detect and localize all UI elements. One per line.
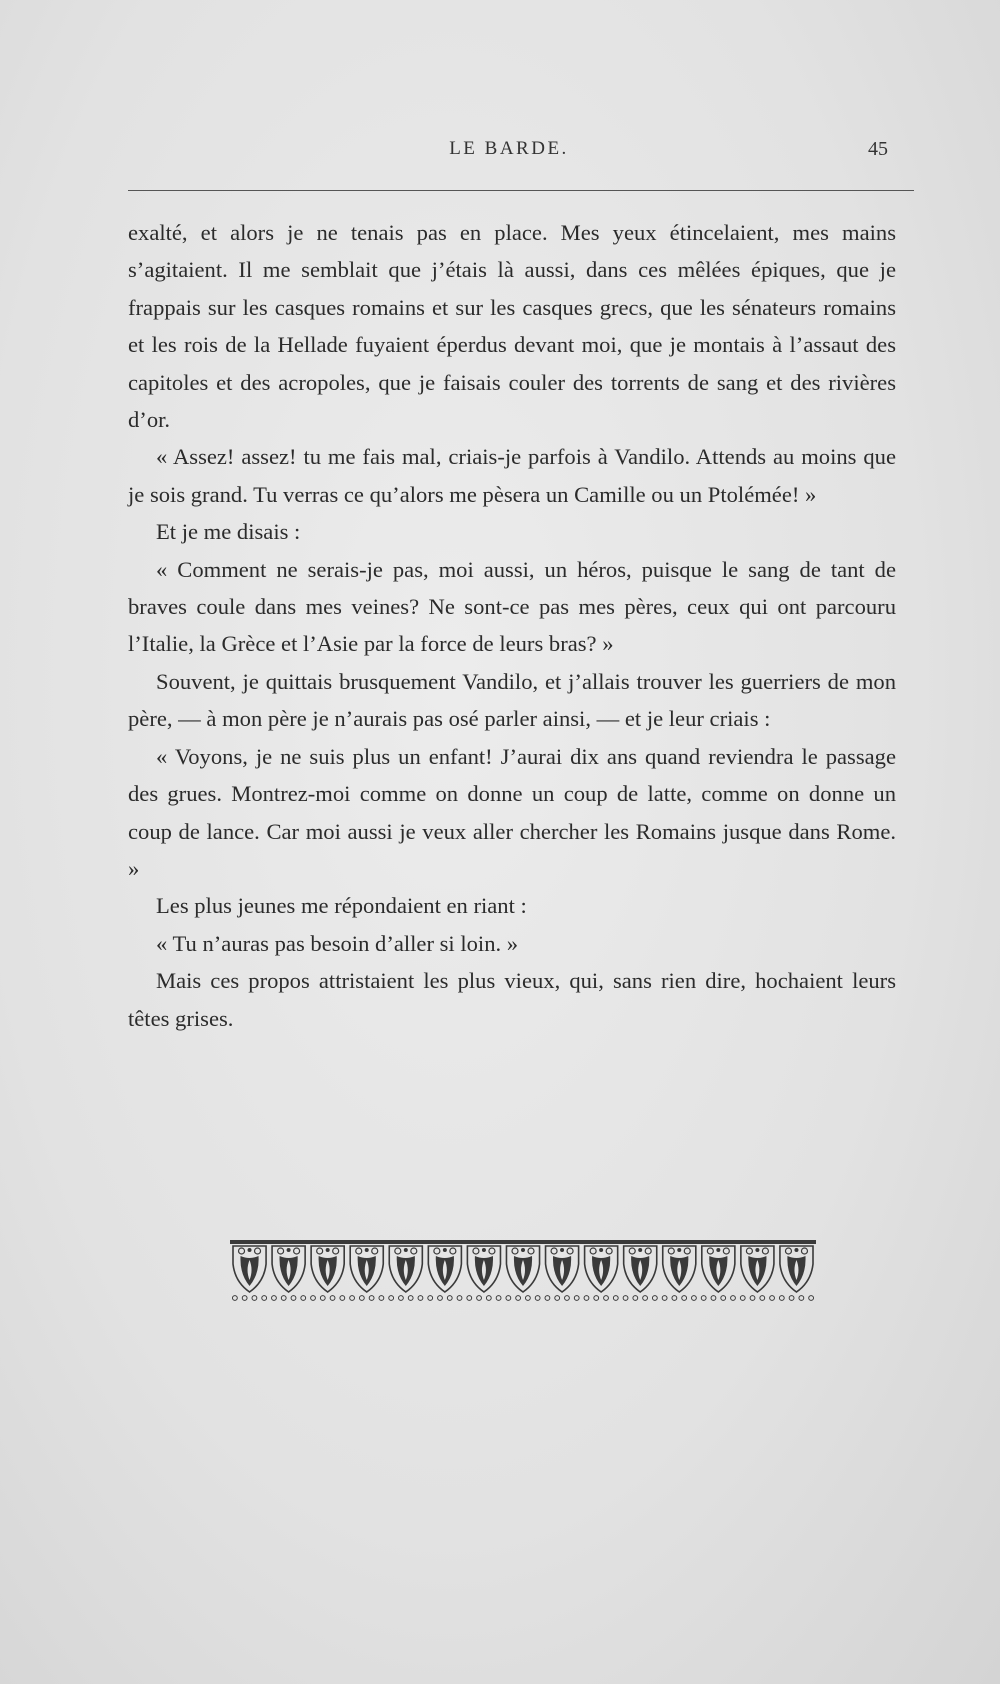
ornament-bead bbox=[399, 1296, 404, 1301]
paragraph: Souvent, je quittais brusquement Vandilo, et j’allais trouver les guerriers de mon père, — à mon père je n’aurais pas osé parler ainsi, — et je leur criais : bbox=[128, 668, 896, 732]
ornament-bead bbox=[779, 1296, 784, 1301]
ornament-bead bbox=[301, 1296, 306, 1301]
ornament-motif bbox=[624, 1246, 657, 1292]
ornament-bead bbox=[799, 1296, 804, 1301]
ornament-bead bbox=[408, 1296, 413, 1301]
ornament-bead bbox=[438, 1296, 443, 1301]
ornament-row bbox=[230, 1240, 816, 1300]
ornament-bead bbox=[272, 1296, 277, 1301]
ornament-bead bbox=[711, 1296, 716, 1301]
running-head-title: LE BARDE. bbox=[449, 138, 569, 159]
ornament-motif bbox=[389, 1246, 422, 1292]
ornament-bead bbox=[613, 1296, 618, 1301]
ornament-bead bbox=[359, 1296, 364, 1301]
ornament-motif bbox=[272, 1246, 305, 1292]
ornament-bead bbox=[486, 1296, 491, 1301]
page-number: 45 bbox=[868, 138, 888, 160]
ornament-bead bbox=[242, 1296, 247, 1301]
ornament-bead bbox=[643, 1296, 648, 1301]
ornament-bead bbox=[291, 1296, 296, 1301]
ornament-bead bbox=[555, 1296, 560, 1301]
ornament-bead bbox=[535, 1296, 540, 1301]
ornament-bead bbox=[545, 1296, 550, 1301]
ornament-band bbox=[230, 1240, 816, 1244]
ornament-motif bbox=[428, 1246, 461, 1292]
paragraph: Les plus jeunes me répondaient en riant : bbox=[156, 893, 527, 919]
ornament-bead bbox=[662, 1296, 667, 1301]
ornament-bead bbox=[340, 1296, 345, 1301]
ornament-bead bbox=[701, 1296, 706, 1301]
ornament-motif bbox=[350, 1246, 383, 1292]
ornament-bead bbox=[232, 1296, 237, 1301]
paragraph: Mais ces propos attristaient les plus vieux, qui, sans rien dire, hochaient leurs têtes grises. bbox=[128, 968, 896, 1031]
paragraph: « Voyons, je ne suis plus un enfant! J’aurai dix ans quand reviendra le passage des grues. Montrez-moi comme on donne un coup de latte, comme on donne un coup de lance. Car moi aussi je veux aller chercher les Romains jusque dans Rome. » bbox=[128, 743, 896, 881]
ornament-bead bbox=[594, 1296, 599, 1301]
ornament-bead bbox=[574, 1296, 579, 1301]
ornament-bead bbox=[369, 1296, 374, 1301]
ornament-bead bbox=[692, 1296, 697, 1301]
ornament-bead bbox=[731, 1296, 736, 1301]
ornament-motif bbox=[467, 1246, 500, 1292]
ornament-motif bbox=[311, 1246, 344, 1292]
ornament-bead bbox=[379, 1296, 384, 1301]
ornament-bead bbox=[672, 1296, 677, 1301]
ornament-bead bbox=[633, 1296, 638, 1301]
ornament-bead bbox=[467, 1296, 472, 1301]
ornament-bead bbox=[389, 1296, 394, 1301]
ornament-motif bbox=[663, 1246, 696, 1292]
ornament-bead bbox=[428, 1296, 433, 1301]
ornament-bead bbox=[565, 1296, 570, 1301]
ornament-bead bbox=[604, 1296, 609, 1301]
ornament-bead bbox=[281, 1296, 286, 1301]
fleuron-tailpiece-icon bbox=[230, 1240, 816, 1304]
ornament-motif bbox=[506, 1246, 539, 1292]
ornament-bead bbox=[623, 1296, 628, 1301]
ornament-bead bbox=[760, 1296, 765, 1301]
paragraph: exalté, et alors je ne tenais pas en place. Mes yeux étincelaient, mes mains s’agitaient. Il me semblait que j’étais là aussi, dans ces mêlées épiques, que je frappais sur les casques romains et sur les casques grecs, que les sénateurs romains et les rois de la Hellade fuyaient éperdus devant moi, que je montais à l’assaut des capitoles et des acropoles, que je faisais couler des torrents de sang et des rivières d’or. bbox=[128, 220, 896, 433]
ornament-bead bbox=[721, 1296, 726, 1301]
paragraph: « Tu n’auras pas besoin d’aller si loin. » bbox=[156, 930, 519, 956]
ornament-bead bbox=[262, 1296, 267, 1301]
header-rule bbox=[128, 190, 914, 191]
ornament-bead bbox=[789, 1296, 794, 1301]
ornament-bead bbox=[320, 1296, 325, 1301]
body-text bbox=[128, 214, 896, 1037]
ornament-bead bbox=[652, 1296, 657, 1301]
ornament-bead bbox=[525, 1296, 530, 1301]
ornament-bead bbox=[330, 1296, 335, 1301]
ornament-bead bbox=[311, 1296, 316, 1301]
ornament-motif bbox=[741, 1246, 774, 1292]
ornament-motif bbox=[780, 1246, 813, 1292]
ornament-bead bbox=[770, 1296, 775, 1301]
ornament-bead bbox=[252, 1296, 257, 1301]
paragraph: « Comment ne serais-je pas, moi aussi, un héros, puisque le sang de tant de braves coule dans mes veines? Ne sont-ce pas mes pères, ceux qui ont parcouru l’Italie, la Grèce et l’Asie par la force de leurs bras? » bbox=[128, 556, 896, 657]
ornament-bead bbox=[418, 1296, 423, 1301]
ornament-bead bbox=[496, 1296, 501, 1301]
ornament-bead bbox=[516, 1296, 521, 1301]
ornament-bead bbox=[682, 1296, 687, 1301]
running-head bbox=[130, 138, 888, 168]
ornament-motif bbox=[702, 1246, 735, 1292]
ornament-bead bbox=[506, 1296, 511, 1301]
paragraph: Et je me disais : bbox=[156, 519, 301, 545]
paragraph: « Assez! assez! tu me fais mal, criais-je parfois à Vandilo. Attends au moins que je sois grand. Tu verras ce qu’alors me pèsera un Camille ou un Ptolémée! » bbox=[128, 444, 896, 507]
ornament-bead bbox=[809, 1296, 814, 1301]
ornament-motif bbox=[585, 1246, 618, 1292]
ornament-motif bbox=[546, 1246, 579, 1292]
ornament-bead bbox=[750, 1296, 755, 1301]
ornament-bead bbox=[447, 1296, 452, 1301]
ornament-bead bbox=[350, 1296, 355, 1301]
ornament-bead bbox=[457, 1296, 462, 1301]
ornament-bead bbox=[584, 1296, 589, 1301]
ornament-bead bbox=[740, 1296, 745, 1301]
ornament-motif bbox=[233, 1246, 266, 1292]
ornament-bead bbox=[477, 1296, 482, 1301]
